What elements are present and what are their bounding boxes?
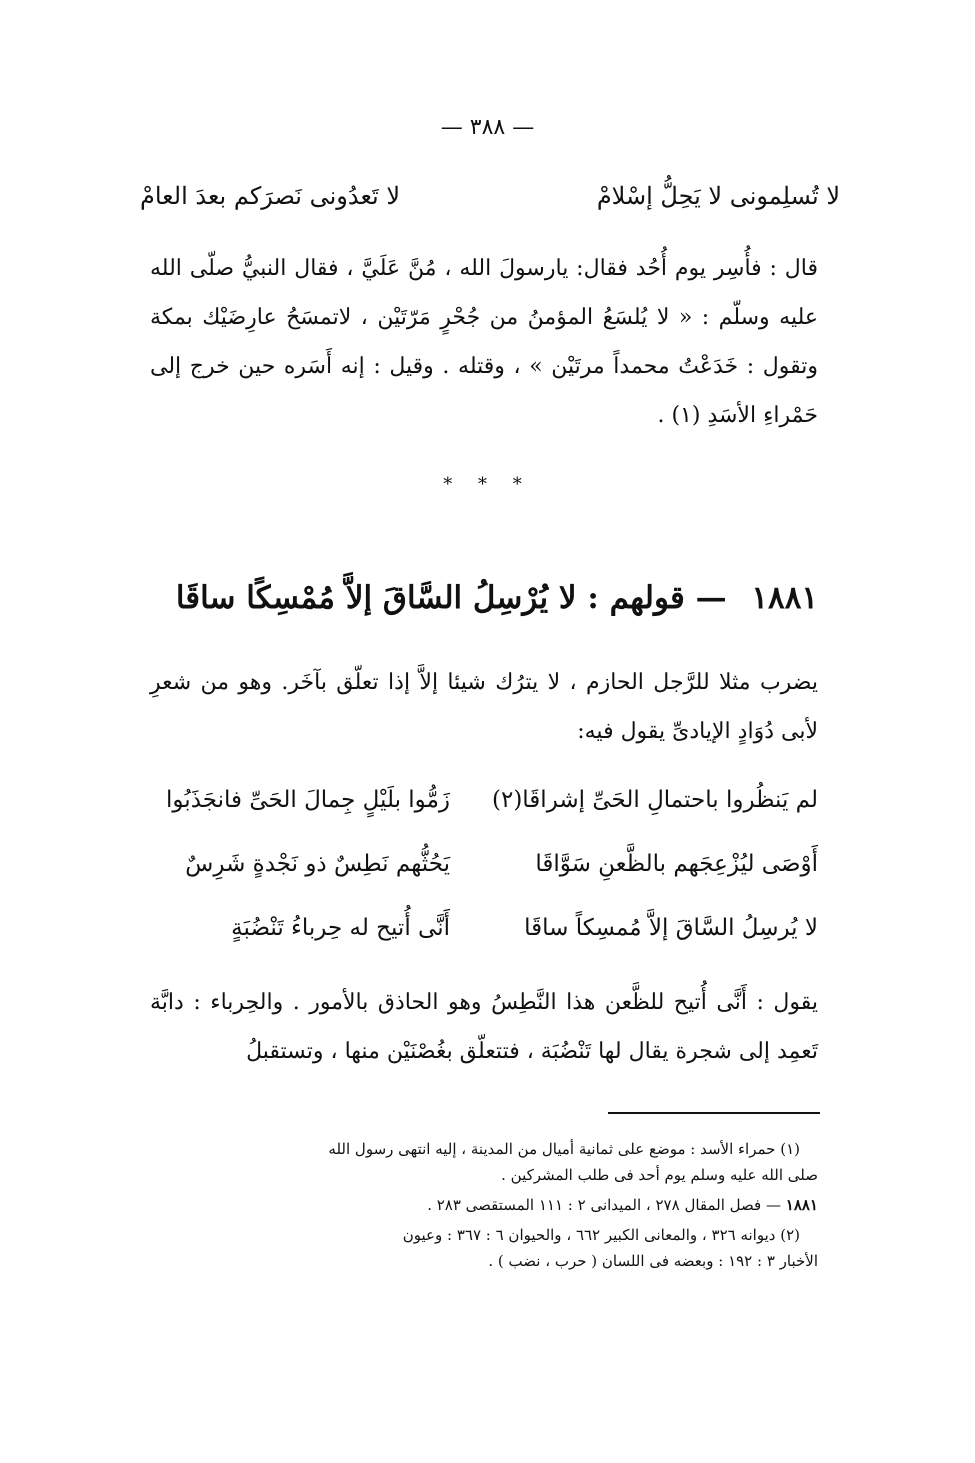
poem-first-hemistich: أَنَّى أُتيح له حِرباءُ تَنْضُبَةٍ (231, 915, 450, 941)
footnote-line: (١) حمراء الأسد : موضع على ثمانية أميال من المدينة ، إليه انتهى رسول الله (328, 1140, 800, 1158)
footnote-reference (150, 1192, 818, 1218)
poem-line (150, 896, 818, 960)
footnote-2 (150, 1222, 818, 1274)
paragraph-story: قال : فأُسِر يوم أُحُد فقال: يارسولَ الله ، مُنَّ عَلَيَّ ، فقال النبيُّ صلّى الله عليه وسلّم : « لا يُلسَعُ المؤمنُ من جُحْرٍ مَرّتَيْن ، لاتمسَحُ عارِضَيْك بمكة وتقول : خَدَعْتُ محمداً مرتَيْن » ، وقتله . وقيل : إنه أَسَره حين خرج إلى حَمْراءِ الأسَدِ (١) . (150, 256, 818, 428)
paragraph-commentary: يقول : أَنَّى أُتيح للظَّعن هذا النَّطِسُ وهو الحاذق بالأمور . والحِرباء : دابَّة تَعمِد إلى شجرة يقال لها تَنْضُبَة ، فتتعلّق بغُصْنَيْن منها ، وتستقبلُ (150, 990, 818, 1064)
poem-line (150, 768, 818, 832)
opening-verse (140, 176, 840, 216)
proverb-title: — قولهم : لا يُرْسِلُ السَّاقَ إلاَّ مُمْسِكًا ساقَا (175, 580, 727, 616)
footnote-line: الأخبار ٣ : ١٩٢ : وبعضه فى اللسان ( حرب ، نضب ) . (488, 1252, 818, 1270)
poem (150, 768, 818, 960)
page-number: — ٣٨٨ — (440, 115, 535, 140)
footnote-1 (150, 1136, 818, 1188)
section-separator: * * * (443, 474, 532, 495)
footnote-ref-text: — فصل المقال ٢٧٨ ، الميدانى ٢ : ١١١ المستقصى ٢٨٣ . (427, 1196, 781, 1214)
proverb-number: ١٨٨١ (751, 580, 818, 616)
verse-first-hemistich: لا تَعدُونى نَصرَكم بعدَ العامْ (140, 182, 401, 210)
paragraph-explanation: يضرب مثلا للرَّجل الحازم ، لا يترُك شيئا إلاَّ إذا تعلّق بآخَر. وهو من شعرِ لأبى دُوَادٍ الإيادىِّ يقول فيه: (150, 670, 818, 744)
poem-first-hemistich: زَمُّوا بلَيْلٍ جِمالَ الحَىِّ فانجَذَبُوا (166, 787, 450, 813)
poem-second-hemistich: أَوْصَى ليُزْعِجَهم بالظَّعنِ سَوَّاقَا (535, 851, 818, 877)
poem-second-hemistich: لا يُرسِلُ السَّاقَ إلاَّ مُمسِكاً ساقَا (524, 915, 818, 941)
footnote-line: (٢) ديوانه ٣٢٦ ، والمعانى الكبير ٦٦٢ ، والحيوان ٦ : ٣٦٧ : وعيون (402, 1226, 800, 1244)
footnotes (150, 1136, 818, 1274)
verse-second-hemistich: لا تُسلِمونى لا يَحِلُّ إسْلامْ (596, 182, 840, 210)
poem-second-hemistich: لم يَنظُروا باحتمالِ الحَىِّ إشراقَا(٢) (491, 787, 818, 813)
footnote-ref-number: ١٨٨١ (785, 1196, 818, 1214)
poem-line (150, 832, 818, 896)
footnote-line: صلى الله عليه وسلم يوم أحد فى طلب المشركين . (501, 1166, 818, 1184)
poem-first-hemistich: يَحُثُّهم نَطِسٌ ذو نَجْدةٍ شَرِسٌ (185, 851, 450, 877)
footnote-divider (608, 1112, 820, 1114)
proverb-heading (150, 568, 818, 628)
